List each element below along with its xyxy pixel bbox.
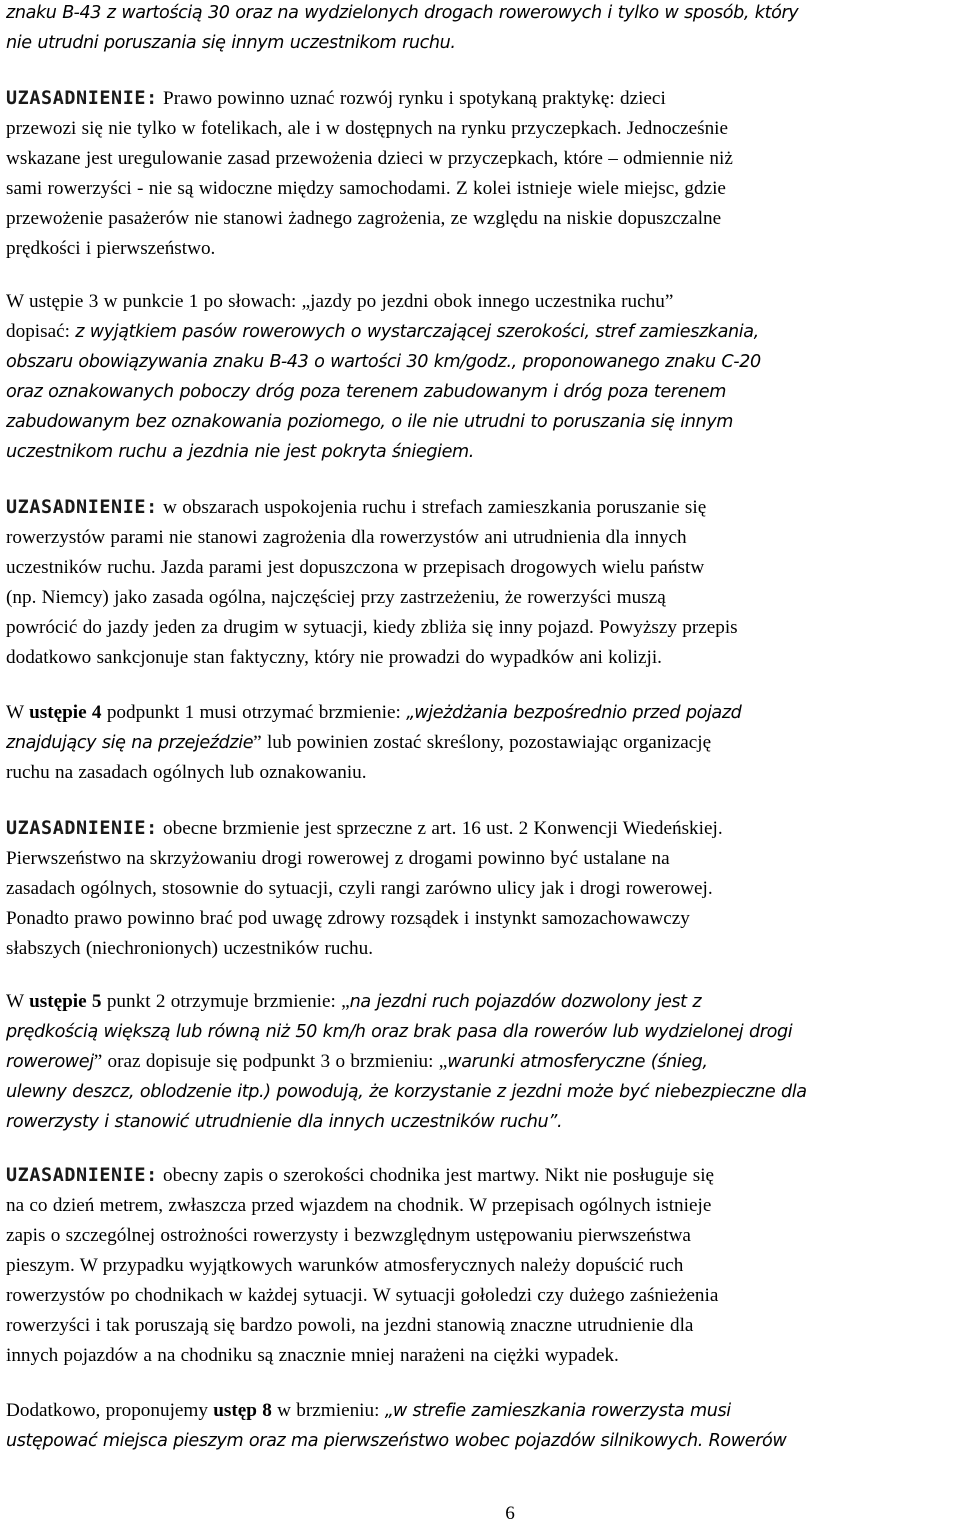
text-line: W ustępie 3 w punkcie 1 po słowach: „jazdy po jezdni obok innego uczestnika ruchu”	[6, 291, 674, 312]
justification-paragraph-2	[6, 493, 738, 673]
amendment-paragraph-ust3	[6, 287, 761, 467]
text-line: rowerzystów po chodnikach w każdej sytuacji. W sytuacji gołoledzi czy dużego zaśnieżenia	[6, 1285, 719, 1306]
proposed-text: rowerowej	[6, 1052, 94, 1072]
page-number: 6	[505, 1503, 515, 1524]
proposed-text: „wjeżdżania bezpośrednio przed pojazd	[406, 703, 742, 723]
justification-label: UZASADNIENIE:	[6, 1165, 158, 1186]
text-line: ruchu na zasadach ogólnych lub oznakowaniu.	[6, 762, 367, 783]
text-line: sami rowerzyści - nie są widoczne między samochodami. Z kolei istnieje wiele miejsc, gdzie	[6, 178, 726, 199]
text-span: dopisać:	[6, 321, 76, 342]
proposed-text-line: prędkością większą lub równą niż 50 km/h oraz brak pasa dla rowerów lub wydzielonej drogi	[6, 1022, 793, 1042]
text-line: innych pojazdów a na chodniku są znacznie mniej narażeni na ciężki wypadek.	[6, 1345, 619, 1366]
text-line: przewozi się nie tylko w fotelikach, ale i w dostępnych na rynku przyczepkach. Jednocześnie	[6, 118, 729, 139]
amendment-paragraph-ust4	[6, 698, 741, 788]
text-line: prędkości i pierwszeństwo.	[6, 238, 216, 259]
justification-paragraph-4	[6, 1161, 718, 1371]
proposed-text-line: rowerzysty i stanowić utrudnienie dla innych uczestników ruchu”.	[6, 1112, 563, 1132]
proposed-text-line: obszaru obowiązywania znaku B-43 o wartości 30 km/godz., proponowanego znaku C-20	[6, 352, 761, 372]
paragraph-continuation	[6, 0, 798, 58]
proposed-text: „w strefie zamieszkania rowerzysta musi	[384, 1401, 731, 1421]
proposed-text: znajdujący się na przejeździe	[6, 733, 254, 753]
proposed-text: na jezdni ruch pojazdów dozwolony jest z	[349, 992, 702, 1012]
text-span: obecne brzmienie jest sprzeczne z art. 16 ust. 2 Konwencji Wiedeńskiej.	[157, 818, 723, 839]
text-span: w brzmieniu:	[271, 1400, 385, 1421]
proposed-text: z wyjątkiem pasów rowerowych o wystarczającej szerokości, stref zamieszkania,	[75, 322, 759, 342]
text-line: Ponadto prawo powinno brać pod uwagę zdrowy rozsądek i instynkt samozachowawczy	[6, 908, 690, 929]
justification-label: UZASADNIENIE:	[6, 88, 158, 109]
text-span: obecny zapis o szerokości chodnika jest martwy. Nikt nie posługuje się	[157, 1165, 715, 1186]
text-line: słabszych (niechronionych) uczestników ruchu.	[6, 938, 374, 959]
text-line: przewożenie pasażerów nie stanowi żadnego zagrożenia, ze względu na niskie dopuszczalne	[6, 208, 722, 229]
proposed-text-line: zabudowanym bez oznakowania poziomego, o ile nie utrudni to poruszania się innym	[6, 412, 734, 432]
text-line: wskazane jest uregulowanie zasad przewożenia dzieci w przyczepkach, które – odmiennie niż	[6, 148, 733, 169]
text-span: Dodatkowo, proponujemy	[6, 1400, 214, 1421]
text-span: podpunkt 1 musi otrzymać brzmienie:	[101, 702, 407, 723]
text-line: (np. Niemcy) jako zasada ogólna, najczęściej przy zastrzeżeniu, że rowerzyści muszą	[6, 587, 666, 608]
proposed-text-line: ustępować miejsca pieszym oraz ma pierwszeństwo wobec pojazdów silnikowych. Rowerów	[6, 1431, 787, 1451]
amendment-paragraph-ust8	[6, 1396, 786, 1456]
justification-label: UZASADNIENIE:	[6, 497, 158, 518]
text-span: ” oraz dopisuje się podpunkt 3 o brzmieniu: „	[93, 1051, 448, 1072]
text-span: W	[6, 702, 30, 723]
justification-label: UZASADNIENIE:	[6, 818, 158, 839]
text-line: rowerzystów parami nie stanowi zagrożenia dla rowerzystów ani utrudnienia dla innych	[6, 527, 687, 548]
section-reference: ustęp 8	[213, 1400, 272, 1421]
text-line: zasadach ogólnych, stosownie do sytuacji, czyli rangi zarówno ulicy jak i drogi rowerowej.	[6, 878, 713, 899]
text-span: W	[6, 991, 30, 1012]
proposed-text-line: uczestnikom ruchu a jezdnia nie jest pokryta śniegiem.	[6, 442, 474, 462]
text-line: na co dzień metrem, zwłaszcza przed wjazdem na chodnik. W przepisach ogólnych istnieje	[6, 1195, 712, 1216]
text-line: zapis o szczególnej ostrożności rowerzysty i bezwzględnym ustępowaniu pierwszeństwa	[6, 1225, 691, 1246]
amendment-paragraph-ust5	[6, 987, 807, 1137]
proposed-text-line: oraz oznakowanych poboczy dróg poza terenem zabudowanym i dróg poza terenem	[6, 382, 726, 402]
text-line: pieszym. W przypadku wyjątkowych warunków atmosferycznych należy dopuścić ruch	[6, 1255, 684, 1276]
section-reference: ustępie 4	[29, 702, 102, 723]
text-span: ” lub powinien zostać skreślony, pozostawiając organizację	[253, 732, 712, 753]
text-line: znaku B-43 z wartością 30 oraz na wydzielonych drogach rowerowych i tylko w sposób, który	[6, 3, 799, 23]
section-reference: ustępie 5	[29, 991, 102, 1012]
justification-paragraph-3	[6, 814, 723, 964]
text-line: dodatkowo sankcjonuje stan faktyczny, który nie prowadzi do wypadków ani kolizji.	[6, 647, 662, 668]
text-line: uczestników ruchu. Jazda parami jest dopuszczona w przepisach drogowych wielu państw	[6, 557, 705, 578]
proposed-text-line: ulewny deszcz, oblodzenie itp.) powodują, że korzystanie z jezdni może być niebezpieczne dla	[6, 1082, 807, 1102]
text-span: punkt 2 otrzymuje brzmienie: „	[101, 991, 350, 1012]
text-line: nie utrudni poruszania się innym uczestnikom ruchu.	[6, 33, 456, 53]
text-line: Pierwszeństwo na skrzyżowaniu drogi rowerowej z drogami powinno być ustalane na	[6, 848, 670, 869]
text-line: rowerzyści i tak poruszają się bardzo powoli, na jezdni stanowią znaczne utrudnienie dla	[6, 1315, 694, 1336]
text-span: Prawo powinno uznać rozwój rynku i spotykaną praktykę: dzieci	[157, 88, 666, 109]
text-span: w obszarach uspokojenia ruchu i strefach zamieszkania poruszanie się	[157, 497, 707, 518]
justification-paragraph-1	[6, 84, 733, 264]
proposed-text: warunki atmosferyczne (śnieg,	[447, 1052, 708, 1072]
text-line: powrócić do jazdy jeden za drugim w sytuacji, kiedy zbliża się inny pojazd. Powyższy przepis	[6, 617, 738, 638]
